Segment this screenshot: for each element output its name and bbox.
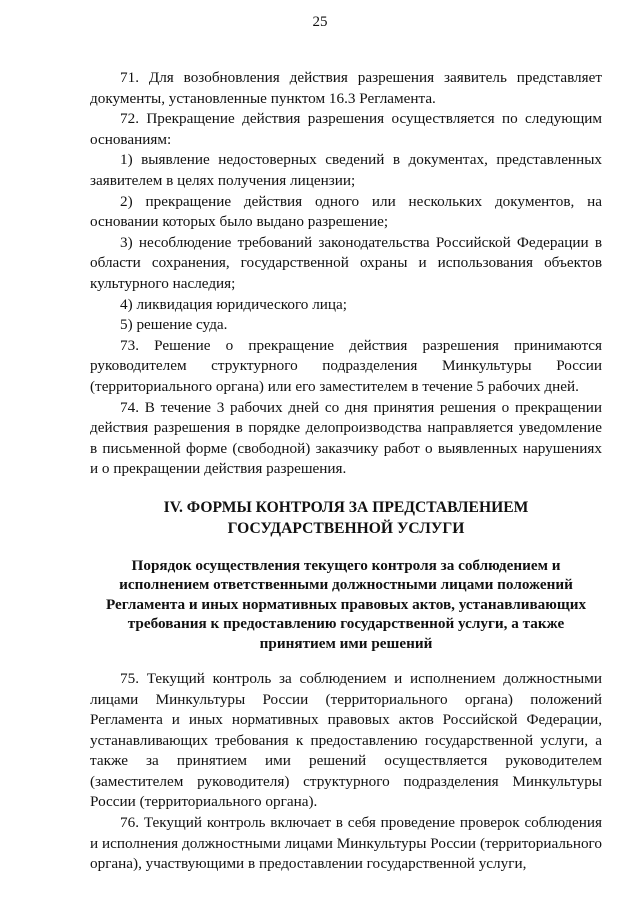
list-item-5: 5) решение суда. [120,316,228,334]
paragraph-72: 72. Прекращение действия разрешения осуществляется по следующим основаниям: [90,110,602,148]
page-number: 25 [312,14,328,30]
paragraph-73: 73. Решение о прекращение действия разрешения принимаются руководителем структурного подразделения Минкультуры России (территориального органа) или его заместителем в течение 5 рабочих дней. [90,336,602,395]
paragraph-75: 75. Текущий контроль за соблюдением и исполнением должностными лицами Минкультуры России (территориального органа) положений Регламента и иных нормативных правовых актов Российской Федерации, устанавливающих требования к предоставлению государственной услуги, а также за принятием ими решений осуществляется руководителем (заместителем руководителя) структурного подразделения Минкультуры России (территориального органа). [90,669,602,811]
subsection-heading-line: Порядок осуществления текущего контроля за соблюдением и [131,556,561,574]
section-heading-line: IV. ФОРМЫ КОНТРОЛЯ ЗА ПРЕДСТАВЛЕНИЕМ [163,498,529,516]
subsection-heading-line: исполнением ответственными должностными лицами положений [119,576,573,594]
list-item-3: 3) несоблюдение требований законодательства Российской Федерации в области сохранения, государственной охраны и использования объектов культурного наследия; [90,233,602,292]
section-heading [90,497,602,539]
list-item-1: 1) выявление недостоверных сведений в документах, представленных заявителем в целях получения лицензии; [90,151,602,189]
subsection-heading-line: принятием ими решений [259,634,433,652]
document-body [90,68,602,875]
subsection-heading-line: Регламента и иных нормативных правовых актов, устанавливающих [105,595,587,613]
section-heading-line: ГОСУДАРСТВЕННОЙ УСЛУГИ [227,519,465,537]
paragraph-76: 76. Текущий контроль включает в себя проведение проверок соблюдения и исполнения должностными лицами Минкультуры России (территориального органа), участвующими в предоставлении государственной услуги, [90,814,602,873]
list-item-2: 2) прекращение действия одного или нескольких документов, на основании которых было выдано разрешение; [90,192,602,231]
paragraph-74: 74. В течение 3 рабочих дней со дня принятия решения о прекращении действия разрешения в порядке делопроизводства направляется уведомление в письменной форме (свободной) заказчику работ о выявленных нарушениях и о прекращении действия разрешения. [90,398,602,478]
subsection-heading [90,556,602,653]
list-item-4: 4) ликвидация юридического лица; [120,295,347,313]
paragraph-71: 71. Для возобновления действия разрешения заявитель представляет документы, установленные пунктом 16.3 Регламента. [90,69,602,107]
subsection-heading-line: требования к предоставлению государственной услуги, а также [127,615,565,633]
